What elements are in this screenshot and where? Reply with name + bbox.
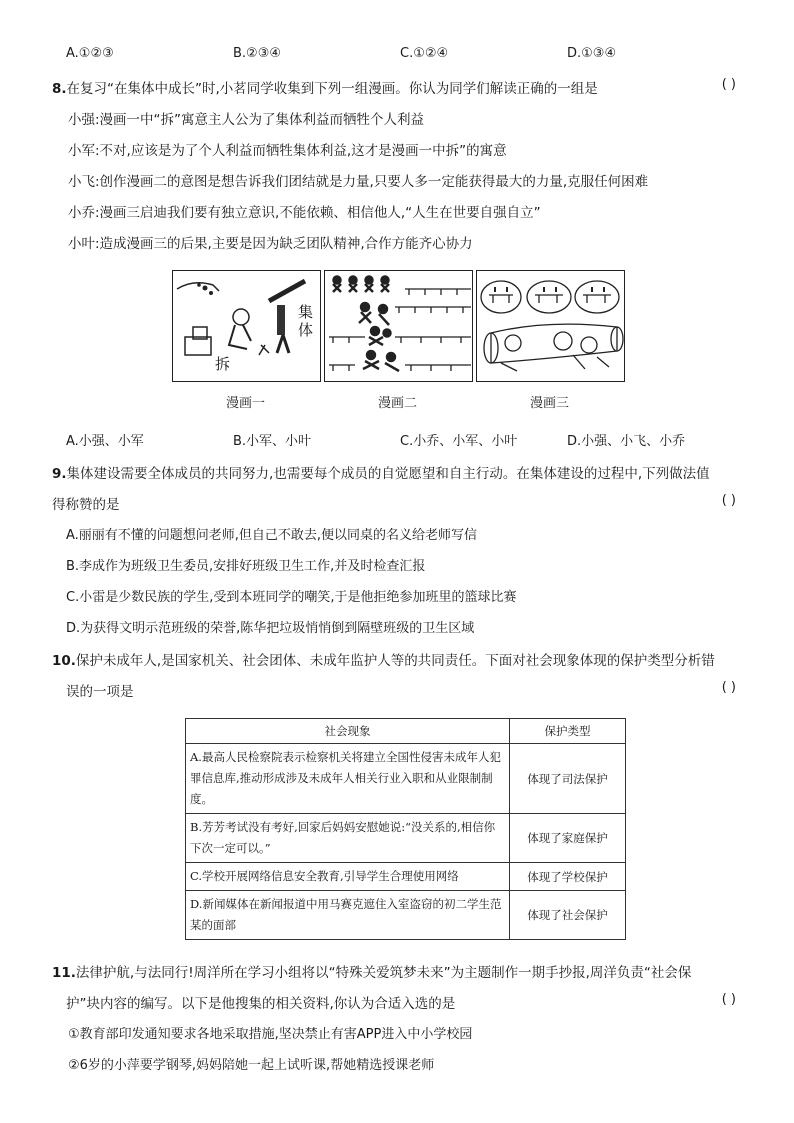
table-row <box>186 891 626 940</box>
table-row <box>186 744 626 814</box>
q9-stem-line2: 得称赞的是 <box>52 497 120 513</box>
table-cell-phenomenon: A.最高人民检察院表示检察机关将建立全国性侵害未成年人犯罪信息库,推动形成涉及未成年人相关行业入职和从业限制制度。 <box>186 744 510 814</box>
q10-stem-line2: 误的一项是 <box>66 684 134 700</box>
q9-answer-paren: ( ) <box>721 493 736 508</box>
q8-option-d: D.小强、小飞、小乔 <box>567 434 686 449</box>
comic-1-label-ti: 体 <box>298 321 314 339</box>
q8-reading-xiaofei: 小飞:创作漫画二的意图是想告诉我们团结就是力量,只要人多一定能获得最大的力量,克服任何困难 <box>68 174 649 190</box>
q11-stem-line1 <box>52 961 691 981</box>
comic-1-caption: 漫画一 <box>225 396 265 411</box>
q8-stem-text: 在复习“在集体中成长”时,小茗同学收集到下列一组漫画。你认为同学们解读正确的一组是 <box>66 81 598 97</box>
q8-option-b: B.小军、小叶 <box>233 434 312 449</box>
table-cell-type: 体现了家庭保护 <box>510 814 626 863</box>
table-row <box>186 863 626 891</box>
q9-stem-text-1: 集体建设需要全体成员的共同努力,也需要每个成员的自觉愿望和自主行动。在集体建设的过程中,下列做法值 <box>66 466 710 482</box>
q7-option-c: C.①②④ <box>400 46 449 61</box>
q10-stem-line1 <box>52 649 715 669</box>
q8-stem <box>52 77 598 97</box>
table-cell-type: 体现了学校保护 <box>510 863 626 891</box>
q10-answer-paren: ( ) <box>721 680 736 695</box>
q11-stem-text-1: 法律护航,与法同行!周洋所在学习小组将以“特殊关爱筑梦未来”为主题制作一期手抄报,周洋负责“社会保 <box>75 965 692 981</box>
q9-stem-line1 <box>52 462 710 482</box>
protection-type-table <box>185 718 626 940</box>
q11-answer-paren: ( ) <box>721 992 736 1007</box>
comic-panel-1 <box>172 270 321 382</box>
q8-reading-xiaoqiao: 小乔:漫画三启迪我们要有独立意识,不能依赖、相信他人,“人生在世要自强自立” <box>68 205 541 221</box>
table-cell-phenomenon: C.学校开展网络信息安全教育,引导学生合理使用网络 <box>186 863 510 891</box>
comic-panel-2 <box>324 270 473 382</box>
q7-option-b: B.②③④ <box>233 46 282 61</box>
q7-option-a: A.①②③ <box>66 46 114 61</box>
table-row <box>186 814 626 863</box>
comic-strip <box>172 270 638 412</box>
comic-3-caption: 漫画三 <box>529 396 569 411</box>
q9-option-c: C.小雷是少数民族的学生,受到本班同学的嘲笑,于是他拒绝参加班里的篮球比赛 <box>66 590 517 605</box>
comic-panel-3 <box>476 270 625 382</box>
q8-reading-xiaoqiang: 小强:漫画一中“拆”寓意主人公为了集体利益而牺牲个人利益 <box>68 112 425 128</box>
table-cell-type: 体现了司法保护 <box>510 744 626 814</box>
comic-1-label-chai: 拆 <box>215 355 231 373</box>
table-cell-phenomenon: D.新闻媒体在新闻报道中用马赛克遮住入室盗窃的初二学生范某的面部 <box>186 891 510 940</box>
q7-option-d: D.①③④ <box>567 46 617 61</box>
comic-1-label-ji: 集 <box>298 303 314 321</box>
q11-item-1: ①教育部印发通知要求各地采取措施,坚决禁止有害APP进入中小学校园 <box>68 1027 473 1042</box>
table-header-row <box>186 719 626 744</box>
q9-option-d: D.为获得文明示范班级的荣誉,陈华把垃圾悄悄倒到隔壁班级的卫生区域 <box>66 621 475 636</box>
q8-reading-xiaojun: 小军:不对,应该是为了个人利益而牺牲集体利益,这才是漫画一中拆”的寓意 <box>68 143 507 159</box>
table-cell-phenomenon: B.芳芳考试没有考好,回家后妈妈安慰她说:“没关系的,相信你下次一定可以。” <box>186 814 510 863</box>
q10-stem-text-1: 保护未成年人,是国家机关、社会团体、未成年监护人等的共同责任。下面对社会现象体现的保护类型分析错 <box>75 653 715 669</box>
comic-2-drawing <box>325 271 472 381</box>
table-header-phenomenon: 社会现象 <box>186 719 510 744</box>
q8-option-a: A.小强、小军 <box>66 434 144 449</box>
table-header-type: 保护类型 <box>510 719 626 744</box>
table-cell-type: 体现了社会保护 <box>510 891 626 940</box>
q8-number: 8. <box>52 81 67 97</box>
q11-stem-line2: 护”块内容的编写。以下是他搜集的相关资料,你认为合适入选的是 <box>66 996 456 1012</box>
q9-number: 9. <box>52 466 67 482</box>
q9-option-b: B.李成作为班级卫生委员,安排好班级卫生工作,并及时检查汇报 <box>66 559 426 574</box>
q9-option-a: A.丽丽有不懂的问题想问老师,但自己不敢去,便以同桌的名义给老师写信 <box>66 528 478 543</box>
q11-item-2: ②6岁的小萍要学钢琴,妈妈陪她一起上试听课,帮她精选授课老师 <box>68 1058 435 1073</box>
q11-number: 11. <box>52 965 76 981</box>
comic-2-caption: 漫画二 <box>377 396 417 411</box>
q8-option-c: C.小乔、小军、小叶 <box>400 434 518 449</box>
comic-3-drawing <box>477 271 624 381</box>
q8-answer-paren: ( ) <box>721 77 736 92</box>
q8-reading-xiaoye: 小叶:造成漫画三的后果,主要是因为缺乏团队精神,合作方能齐心协力 <box>68 236 473 252</box>
q10-number: 10. <box>52 653 76 669</box>
